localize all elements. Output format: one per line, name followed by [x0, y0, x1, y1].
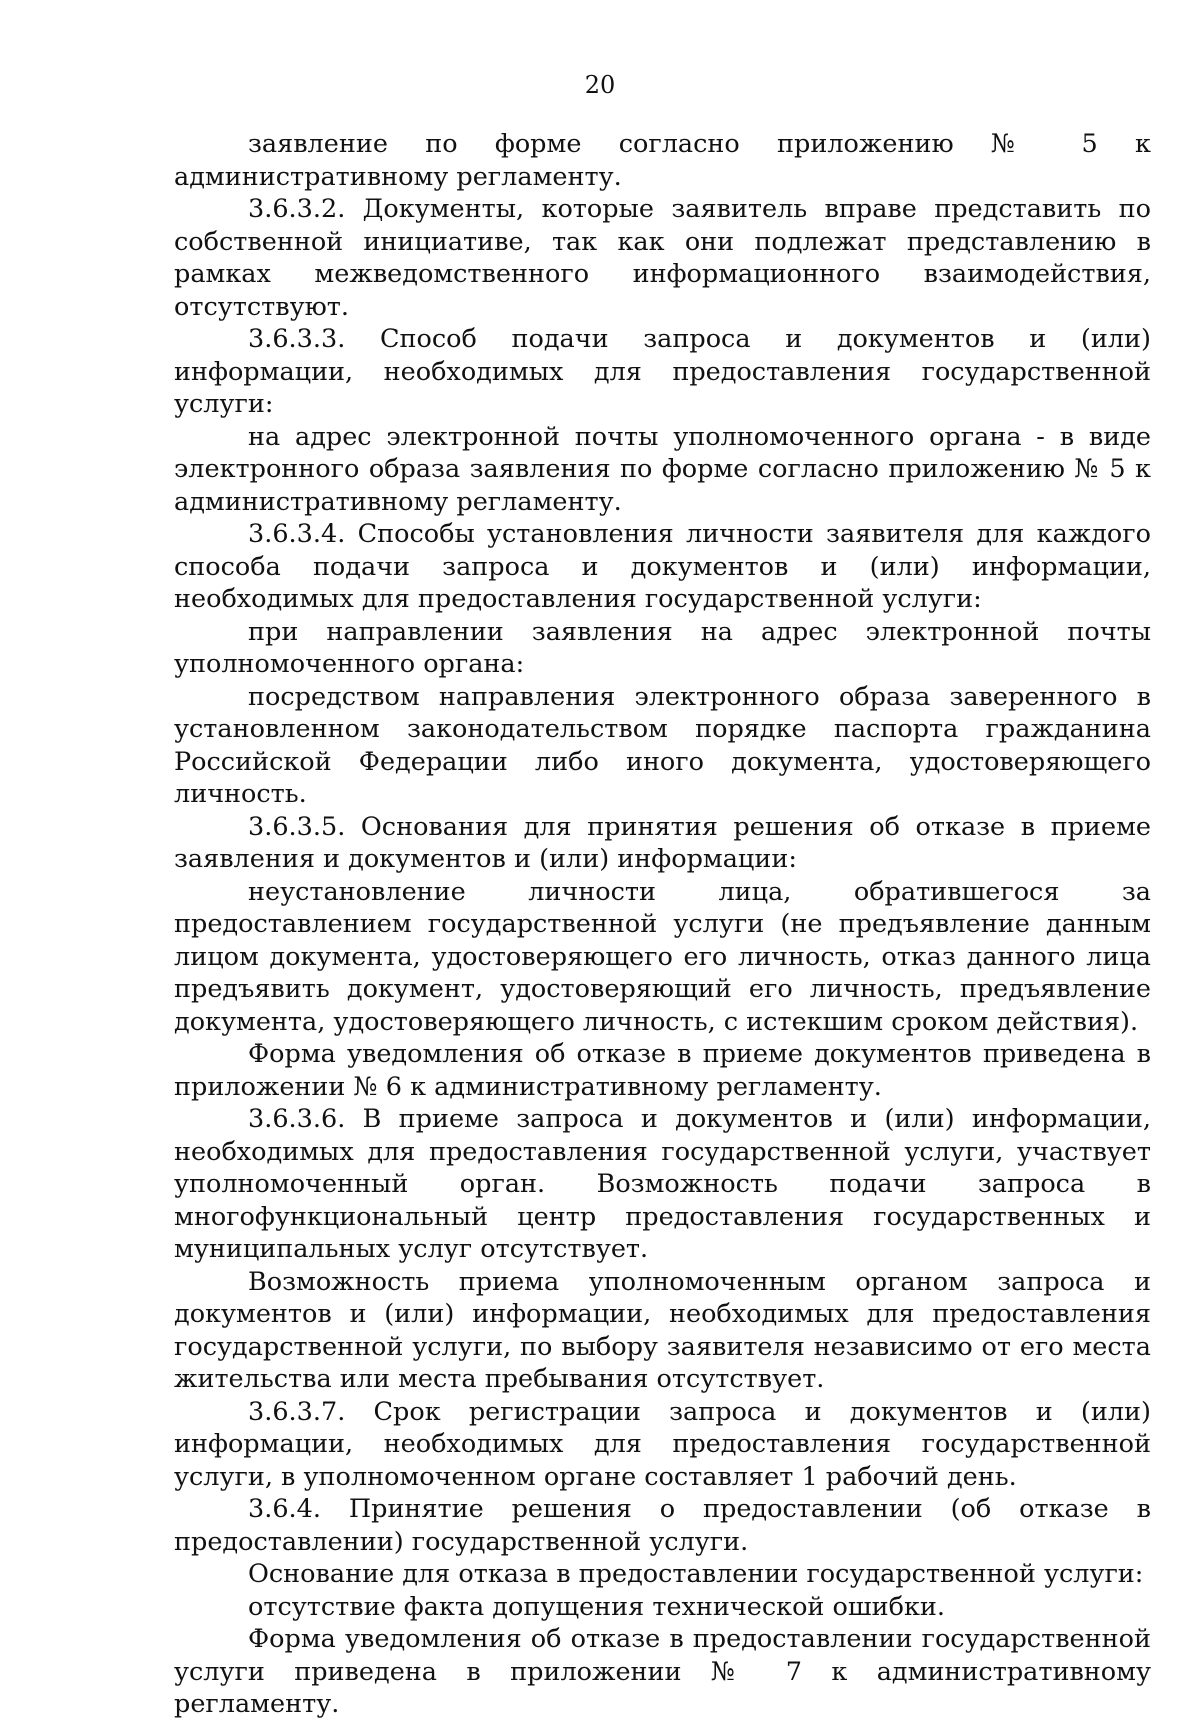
- paragraph-7: посредством направления электронного образа заверенного в установленном законодательством порядке паспорта гражданина Российской Федерации либо иного документа, удостоверяющего личность.: [174, 681, 1151, 809]
- body-text: [174, 128, 1151, 1721]
- paragraph-2: 3.6.3.2. Документы, которые заявитель вправе представить по собственной инициативе, так как они подлежат представлению в рамках межведомственного информационного взаимодействия, отсутствуют.: [174, 194, 1151, 322]
- paragraph-5: 3.6.3.4. Способы установления личности заявителя для каждого способа подачи запроса и документов и (или) информации, необходимых для предоставления государственной услуги:: [174, 519, 1151, 614]
- paragraph-4: на адрес электронной почты уполномоченного органа - в виде электронного образа заявления по форме согласно приложению № 5 к административному регламенту.: [174, 421, 1151, 517]
- paragraph-12: Возможность приема уполномоченным органом запроса и документов и (или) информации, необходимых для предоставления государственной услуги, по выбору заявителя независимо от его места жительства или места пребывания отсутствует.: [174, 1266, 1151, 1394]
- paragraph-14: 3.6.4. Принятие решения о предоставлении (об отказе в предоставлении) государственной услуги.: [174, 1494, 1151, 1557]
- paragraph-11: 3.6.3.6. В приеме запроса и документов и (или) информации, необходимых для предоставления государственной услуги, участвует уполномоченный орган. Возможность подачи запроса в многофункциональный центр предоставления государственных и муниципальных услуг отсутствует.: [174, 1104, 1151, 1264]
- paragraph-8: 3.6.3.5. Основания для принятия решения об отказе в приеме заявления и документов и (или) информации:: [174, 811, 1151, 874]
- paragraph-1: заявление по форме согласно приложению № 5 к административному регламенту.: [174, 129, 1151, 192]
- page-number: 20: [584, 71, 616, 99]
- paragraph-15: Основание для отказа в предоставлении государственной услуги:: [248, 1559, 1144, 1589]
- paragraph-3: 3.6.3.3. Способ подачи запроса и документов и (или) информации, необходимых для предоставления государственной услуги:: [174, 324, 1151, 419]
- paragraph-13: 3.6.3.7. Срок регистрации запроса и документов и (или) информации, необходимых для предоставления государственной услуги, в уполномоченном органе составляет 1 рабочий день.: [174, 1396, 1151, 1492]
- paragraph-16: отсутствие факта допущения технической ошибки.: [248, 1591, 945, 1622]
- paragraph-10: Форма уведомления об отказе в приеме документов приведена в приложении № 6 к административному регламенту.: [174, 1039, 1151, 1102]
- paragraph-9: неустановление личности лица, обратившегося за предоставлением государственной услуги (не предъявление данным лицом документа, удостоверяющего его личность, отказ данного лица предъявить документ, удостоверяющий его личность, предъявление документа, удостоверяющего личность, с истекшим сроком действия).: [174, 876, 1151, 1037]
- paragraph-6: при направлении заявления на адрес электронной почты уполномоченного органа:: [174, 616, 1151, 679]
- paragraph-17: Форма уведомления об отказе в предоставлении государственной услуги приведена в приложении № 7 к административному регламенту.: [174, 1624, 1151, 1719]
